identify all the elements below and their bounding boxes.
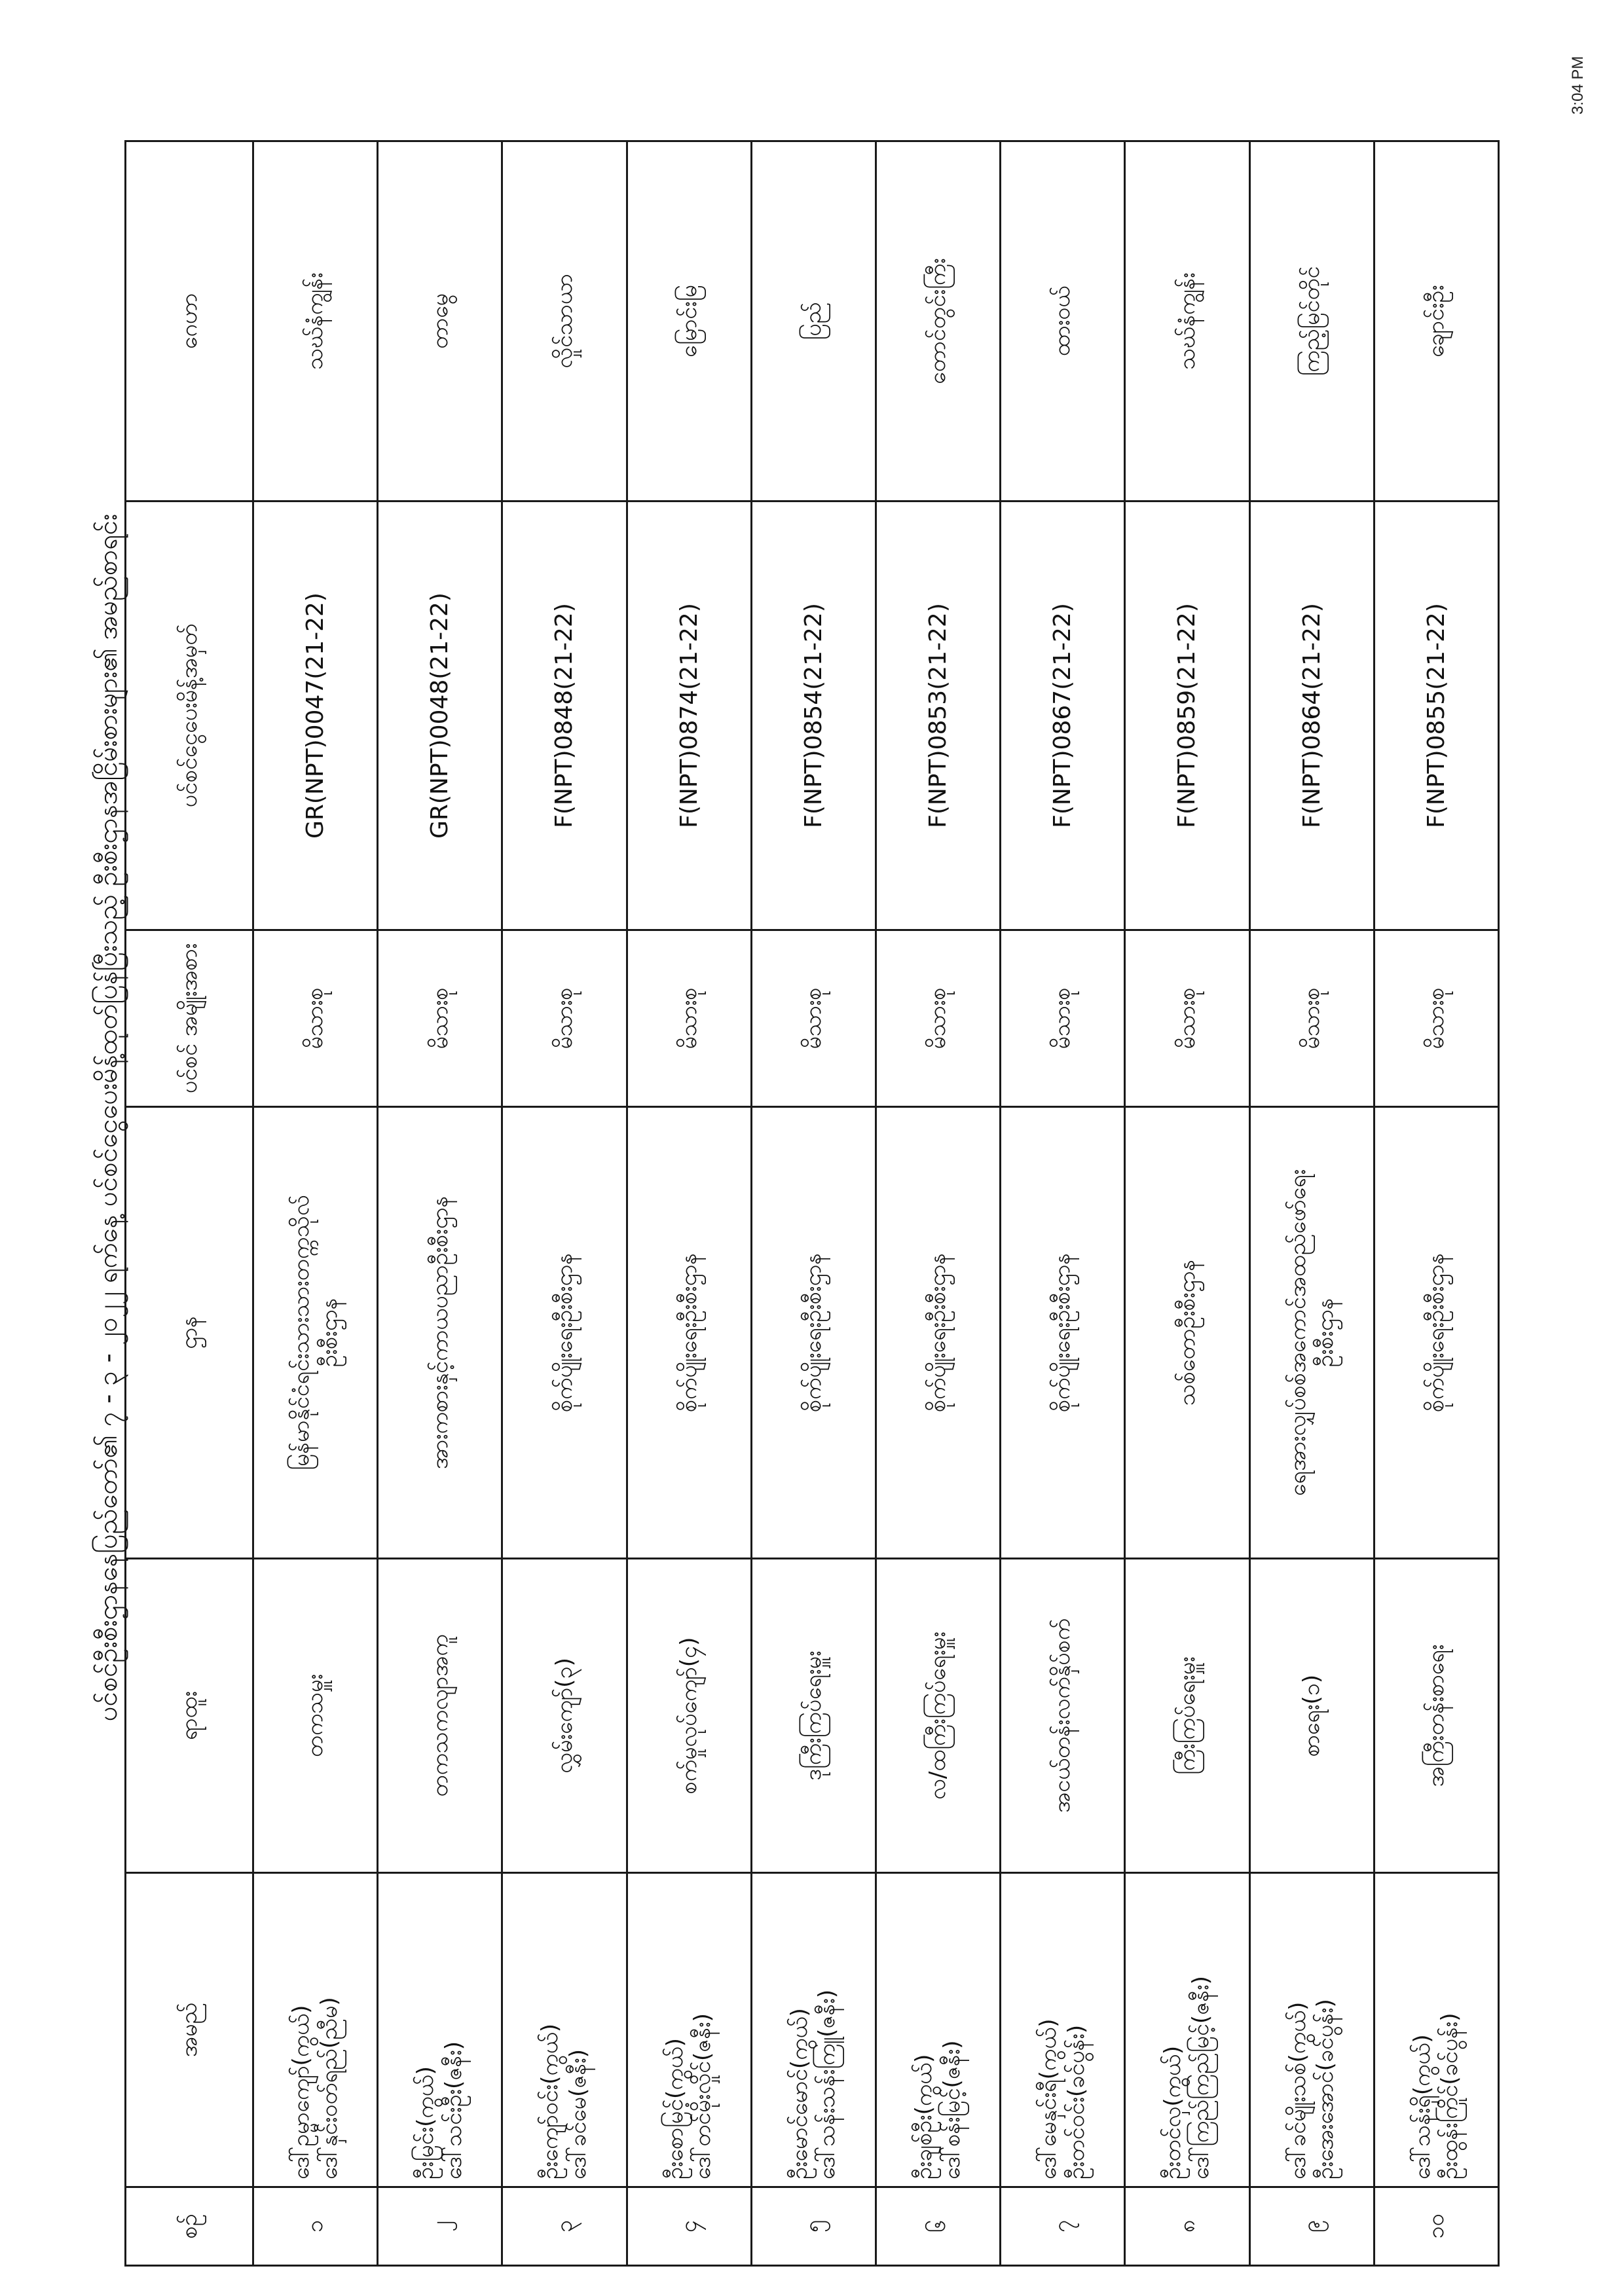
cell-order-no: F(NPT)0853(21-22) xyxy=(876,501,1000,930)
cell-pension-type: မိသားစု xyxy=(751,930,876,1107)
table-row xyxy=(502,141,627,2266)
cell-pension-type: မိသားစု xyxy=(1374,930,1498,1107)
cell-no: ၁ xyxy=(253,2187,378,2266)
cell-pension-type: မိသားစု xyxy=(1125,930,1249,1107)
name-line-2: ဦးထွန်းကြိုင်(ခင်ပွန်း) xyxy=(1437,2013,1464,2179)
header-department: ဌာန xyxy=(126,1107,253,1559)
cell-name xyxy=(751,1873,876,2187)
cell-pension-type: မိသားစု xyxy=(1001,930,1125,1107)
table-row xyxy=(1001,141,1125,2266)
name-line-1: ဒေါ်မေနှင်းရီ(ကွယ်) xyxy=(1035,2018,1062,2179)
table-row xyxy=(751,141,876,2266)
name-line-1: ဦးချစ်ဦး(ကွယ်) xyxy=(911,2054,938,2179)
name-line-1: ဒေါ်ခင်မျိုးသစ်(ကွယ်) xyxy=(1284,2001,1311,2179)
table-row xyxy=(253,141,378,2266)
cell-order-no: F(NPT)0867(21-22) xyxy=(1001,501,1125,930)
cell-order-no: F(NPT)0864(21-22) xyxy=(1249,501,1374,930)
cell-department xyxy=(253,1107,378,1559)
name-line-2: ဦးတင်ဝင်း(ခင်ပွန်း) xyxy=(1063,2024,1090,2179)
cell-pension-type: မိသားစု xyxy=(502,930,627,1107)
cell-township: မြောင်းမြ xyxy=(627,141,751,501)
table-row xyxy=(1125,141,1249,2266)
cell-order-no: F(NPT)0855(21-22) xyxy=(1374,501,1498,930)
header-no: စဉ် xyxy=(126,2187,253,2266)
table-row xyxy=(378,141,502,2266)
department-line-1: ရေအားလျှပ်စစ်အကောင်အထည်ဖော်ရေး xyxy=(1284,1169,1311,1497)
cell-name xyxy=(1374,1873,1498,2187)
cell-name xyxy=(378,1873,502,2187)
cell-name xyxy=(502,1873,627,2187)
table-row xyxy=(1249,141,1374,2266)
cell-pension-type: မိသားစု xyxy=(876,930,1000,1107)
department-line-1: စိုက်ပျိုးရေးဦးစီးဌာန xyxy=(800,1253,827,1412)
department-line-1: သစ်တောဦးစီးဌာန xyxy=(1173,1259,1200,1406)
department-line-1: အားကစားနှင့်ကာယပညာဦးစီးဌာန xyxy=(426,1195,453,1470)
cell-rank: အငယ်တန်းလက်နှိပ်စက် xyxy=(1001,1559,1125,1873)
cell-no: ၃ xyxy=(502,2187,627,2266)
cell-township: ကြည့်မြင်တိုင် xyxy=(1249,141,1374,501)
name-line-1: ဦးမြင်း(ကွယ်) xyxy=(413,2066,439,2179)
department-line-1: စိုက်ပျိုးရေးဦးစီးဌာန xyxy=(551,1253,578,1412)
cell-order-no: GR(NPT)0047(21-22) xyxy=(253,501,378,930)
name-line-2: ဒေါ်ကြည်ကြည်မြင့်(ဇနီး) xyxy=(1187,1976,1214,2179)
department-line-1: မြန်မာနိုင်ငံရင်းသားသားတက္ကသိုလ် xyxy=(288,1195,315,1470)
cell-pension-type: မိသားစု xyxy=(253,930,378,1107)
cell-name xyxy=(1125,1873,1249,2187)
cell-township: ပြည် xyxy=(751,141,876,501)
header-rank: ရာထူး xyxy=(126,1559,253,1873)
cell-order-no: F(NPT)0859(21-22) xyxy=(1125,501,1249,930)
department-line-1: စိုက်ပျိုးရေးဦးစီးဌာန xyxy=(925,1253,951,1412)
cell-order-no: F(NPT)0854(21-22) xyxy=(751,501,876,930)
cell-township: သဃ်နံကျွန်း xyxy=(1125,141,1249,501)
cell-rank: စက်မှုလုပ်ကျော်(၄) xyxy=(627,1559,751,1873)
cell-department xyxy=(627,1107,751,1559)
cell-order-no: F(NPT)0874(21-22) xyxy=(627,501,751,930)
cell-township: တောင်တွင်းကြီး xyxy=(876,141,1000,501)
cell-no: ၆ xyxy=(876,2187,1000,2266)
cell-township: ထားဝယ် xyxy=(1001,141,1125,501)
cell-name xyxy=(253,1873,378,2187)
name-line-2: ဒေါ်နှင်းဝတ်ရည်(ညီမ) xyxy=(316,1997,342,2179)
cell-township: သဃ်နံကျွန်း xyxy=(253,141,378,501)
name-line-2: ဒေါ်သန်းသန်းကြူ(ဇနီး) xyxy=(814,1989,841,2179)
cell-name xyxy=(1001,1873,1125,2187)
name-line-1: ဒေါ်သန်းရှိ(ကွယ်) xyxy=(1409,2034,1435,2179)
cell-pension-type: မိသားစု xyxy=(627,930,751,1107)
cell-rank: တကသကလျာအကူ xyxy=(378,1559,502,1873)
cell-department xyxy=(876,1107,1000,1559)
cell-rank: စာရေး(၁) xyxy=(1249,1559,1374,1873)
document-title: ပင်စင်ဦးစီးဌာနနေပြည်တော်၏ ၇ - ၃ - ၂၀၂၂ ရက်နေ့ ပင်စင်ငွေပေးမိန့်ထုတ်ပြန်ပြီးသည့် ဦးစီးဌာနအငြိမ်းစားများ၏ အမည်စာရင်း xyxy=(93,513,123,1722)
cell-rank: အကြီးတန်းစာရေး xyxy=(1374,1559,1498,1873)
cell-department xyxy=(502,1107,627,1559)
cell-order-no: F(NPT)0848(21-22) xyxy=(502,501,627,930)
cell-name xyxy=(627,1873,751,2187)
department-line-2: ဦးစီးဌာန xyxy=(1312,1298,1339,1368)
name-line-2: ဒေါ်ခင်မေ(ဇနီး) xyxy=(564,2049,591,2179)
cell-name xyxy=(876,1873,1000,2187)
cell-no: ၄ xyxy=(627,2187,751,2266)
cell-no: ၁၀ xyxy=(1374,2187,1498,2266)
cell-pension-type: မိသားစု xyxy=(1249,930,1374,1107)
name-line-1: ဦးကျော်ဝင်း(ကွယ်) xyxy=(537,2024,564,2179)
cell-pension-type: မိသားစု xyxy=(378,930,502,1107)
cell-department xyxy=(1001,1107,1125,1559)
department-line-1: စိုက်ပျိုးရေးဦးစီးဌာန xyxy=(1423,1253,1450,1412)
department-line-1: စိုက်ပျိုးရေးဦးစီးဌာန xyxy=(1049,1253,1076,1412)
name-line-1: ဦးစောမြင့်(ကွယ်) xyxy=(661,2038,688,2179)
cell-no: ၇ xyxy=(1001,2187,1125,2266)
table-header-row xyxy=(126,141,253,2266)
department-line-1: စိုက်ပျိုးရေးဦးစီးဌာန xyxy=(675,1253,702,1412)
cell-township: လှိုင်သာယာ xyxy=(502,141,627,501)
cell-department xyxy=(1374,1107,1498,1559)
name-line-1: ဒေါ်ဥမ္မာကျော်(ကွယ်) xyxy=(288,2005,315,2179)
cell-rank: လွှမ်းကျော်(၃) xyxy=(502,1559,627,1873)
name-line-2: ဒေါ်စန်းမြင့်(ဇနီး) xyxy=(938,2040,965,2179)
cell-department xyxy=(378,1107,502,1559)
cell-rank: ဒုကြီးကြပ်ရေးမှူး xyxy=(751,1559,876,1873)
cell-order-no: GR(NPT)0048(21-22) xyxy=(378,501,502,930)
cell-no: ၂ xyxy=(378,2187,502,2266)
header-order-no: ပင်စင်ငွေပေးမိန့်အမှတ် xyxy=(126,501,253,930)
name-line-1: ဦးတင်လှ(ကွယ်) xyxy=(1160,2045,1187,2179)
header-pension-type: ပင်စင် အမျိုးအစား xyxy=(126,930,253,1107)
header-name: အမည် xyxy=(126,1873,253,2187)
header-township: ဂေဟာ xyxy=(126,141,253,501)
name-line-2: ဦးအေးအောင်(ခင်ပွန်း) xyxy=(1312,1999,1339,2179)
name-line-1: ဦးမောင်မောင်(ကွယ်) xyxy=(786,2008,813,2179)
cell-rank: တကသမှူး xyxy=(253,1559,378,1873)
name-line-2: ဒေါ်သင်းဦး(ဇနီး) xyxy=(440,2041,467,2179)
name-line-2: ဒေါ်တင်မိုးလှိုင်(ဇနီး) xyxy=(690,2013,716,2179)
department-line-2: ဦးစီးဌာန xyxy=(316,1298,342,1368)
cell-name xyxy=(1249,1873,1374,2187)
cell-township: တာမွေ xyxy=(378,141,502,501)
cell-rank: ကြီးကြပ်ရေးမှူး xyxy=(1125,1559,1249,1873)
cell-department xyxy=(1125,1107,1249,1559)
cell-rank: လ/ထကြီးကြပ်ရေးမှူး xyxy=(876,1559,1000,1873)
table-row xyxy=(876,141,1000,2266)
cell-township: ချောင်းဦး xyxy=(1374,141,1498,501)
pension-table xyxy=(124,140,1500,2267)
cell-no: ၅ xyxy=(751,2187,876,2266)
cell-no: ၈ xyxy=(1125,2187,1249,2266)
cell-no: ၉ xyxy=(1249,2187,1374,2266)
cell-department xyxy=(751,1107,876,1559)
table-row xyxy=(1374,141,1498,2266)
print-timestamp: 3:04 PM xyxy=(1569,56,1587,115)
table-row xyxy=(627,141,751,2266)
cell-department xyxy=(1249,1107,1374,1559)
